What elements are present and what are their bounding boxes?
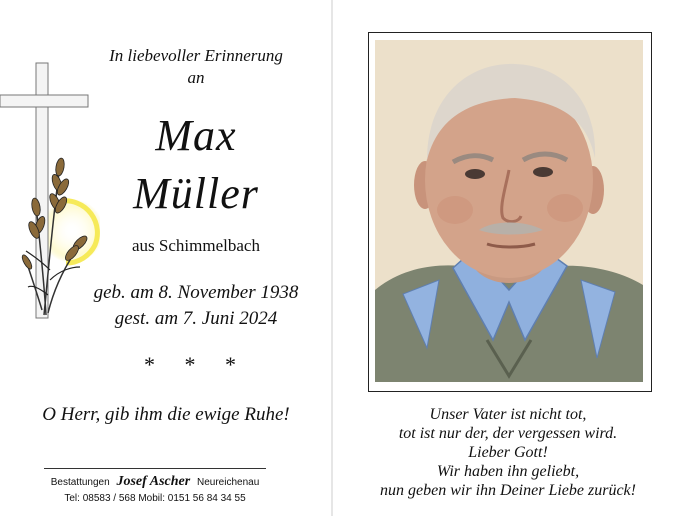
verse-line: tot ist nur der, der vergessen wird. bbox=[398, 425, 618, 442]
verse-line: Lieber Gott! bbox=[468, 444, 548, 461]
left-card-panel bbox=[0, 0, 332, 516]
verse-line: Wir haben ihn geliebt, bbox=[436, 463, 580, 480]
undertaker-prefix: Bestattungen bbox=[50, 477, 110, 488]
verse-line: Unser Vater ist nicht tot, bbox=[429, 406, 587, 423]
stars-divider: * * * bbox=[144, 352, 248, 377]
intro-an: an bbox=[187, 68, 205, 87]
portrait-photo bbox=[375, 40, 643, 382]
first-name: Max bbox=[155, 111, 237, 160]
death-date: gest. am 7. Juni 2024 bbox=[114, 308, 278, 329]
memorial-verse bbox=[338, 405, 678, 500]
undertaker-place: Neureichenau bbox=[197, 477, 260, 488]
origin-text: aus Schimmelbach bbox=[132, 236, 260, 255]
last-name: Müller bbox=[133, 169, 259, 218]
undertaker-line bbox=[44, 474, 266, 490]
footer-rule bbox=[44, 468, 266, 469]
intro-line: In liebevoller Erinnerung bbox=[109, 46, 283, 65]
prayer-text: O Herr, gib ihm die ewige Ruhe! bbox=[42, 404, 290, 425]
verse-line: nun geben wir ihn Deiner Liebe zurück! bbox=[380, 482, 636, 499]
contact-line: Tel: 08583 / 568 Mobil: 0151 56 84 34 55 bbox=[64, 493, 246, 504]
birth-date: geb. am 8. November 1938 bbox=[93, 282, 299, 303]
undertaker-name: Josef Ascher bbox=[116, 474, 191, 489]
